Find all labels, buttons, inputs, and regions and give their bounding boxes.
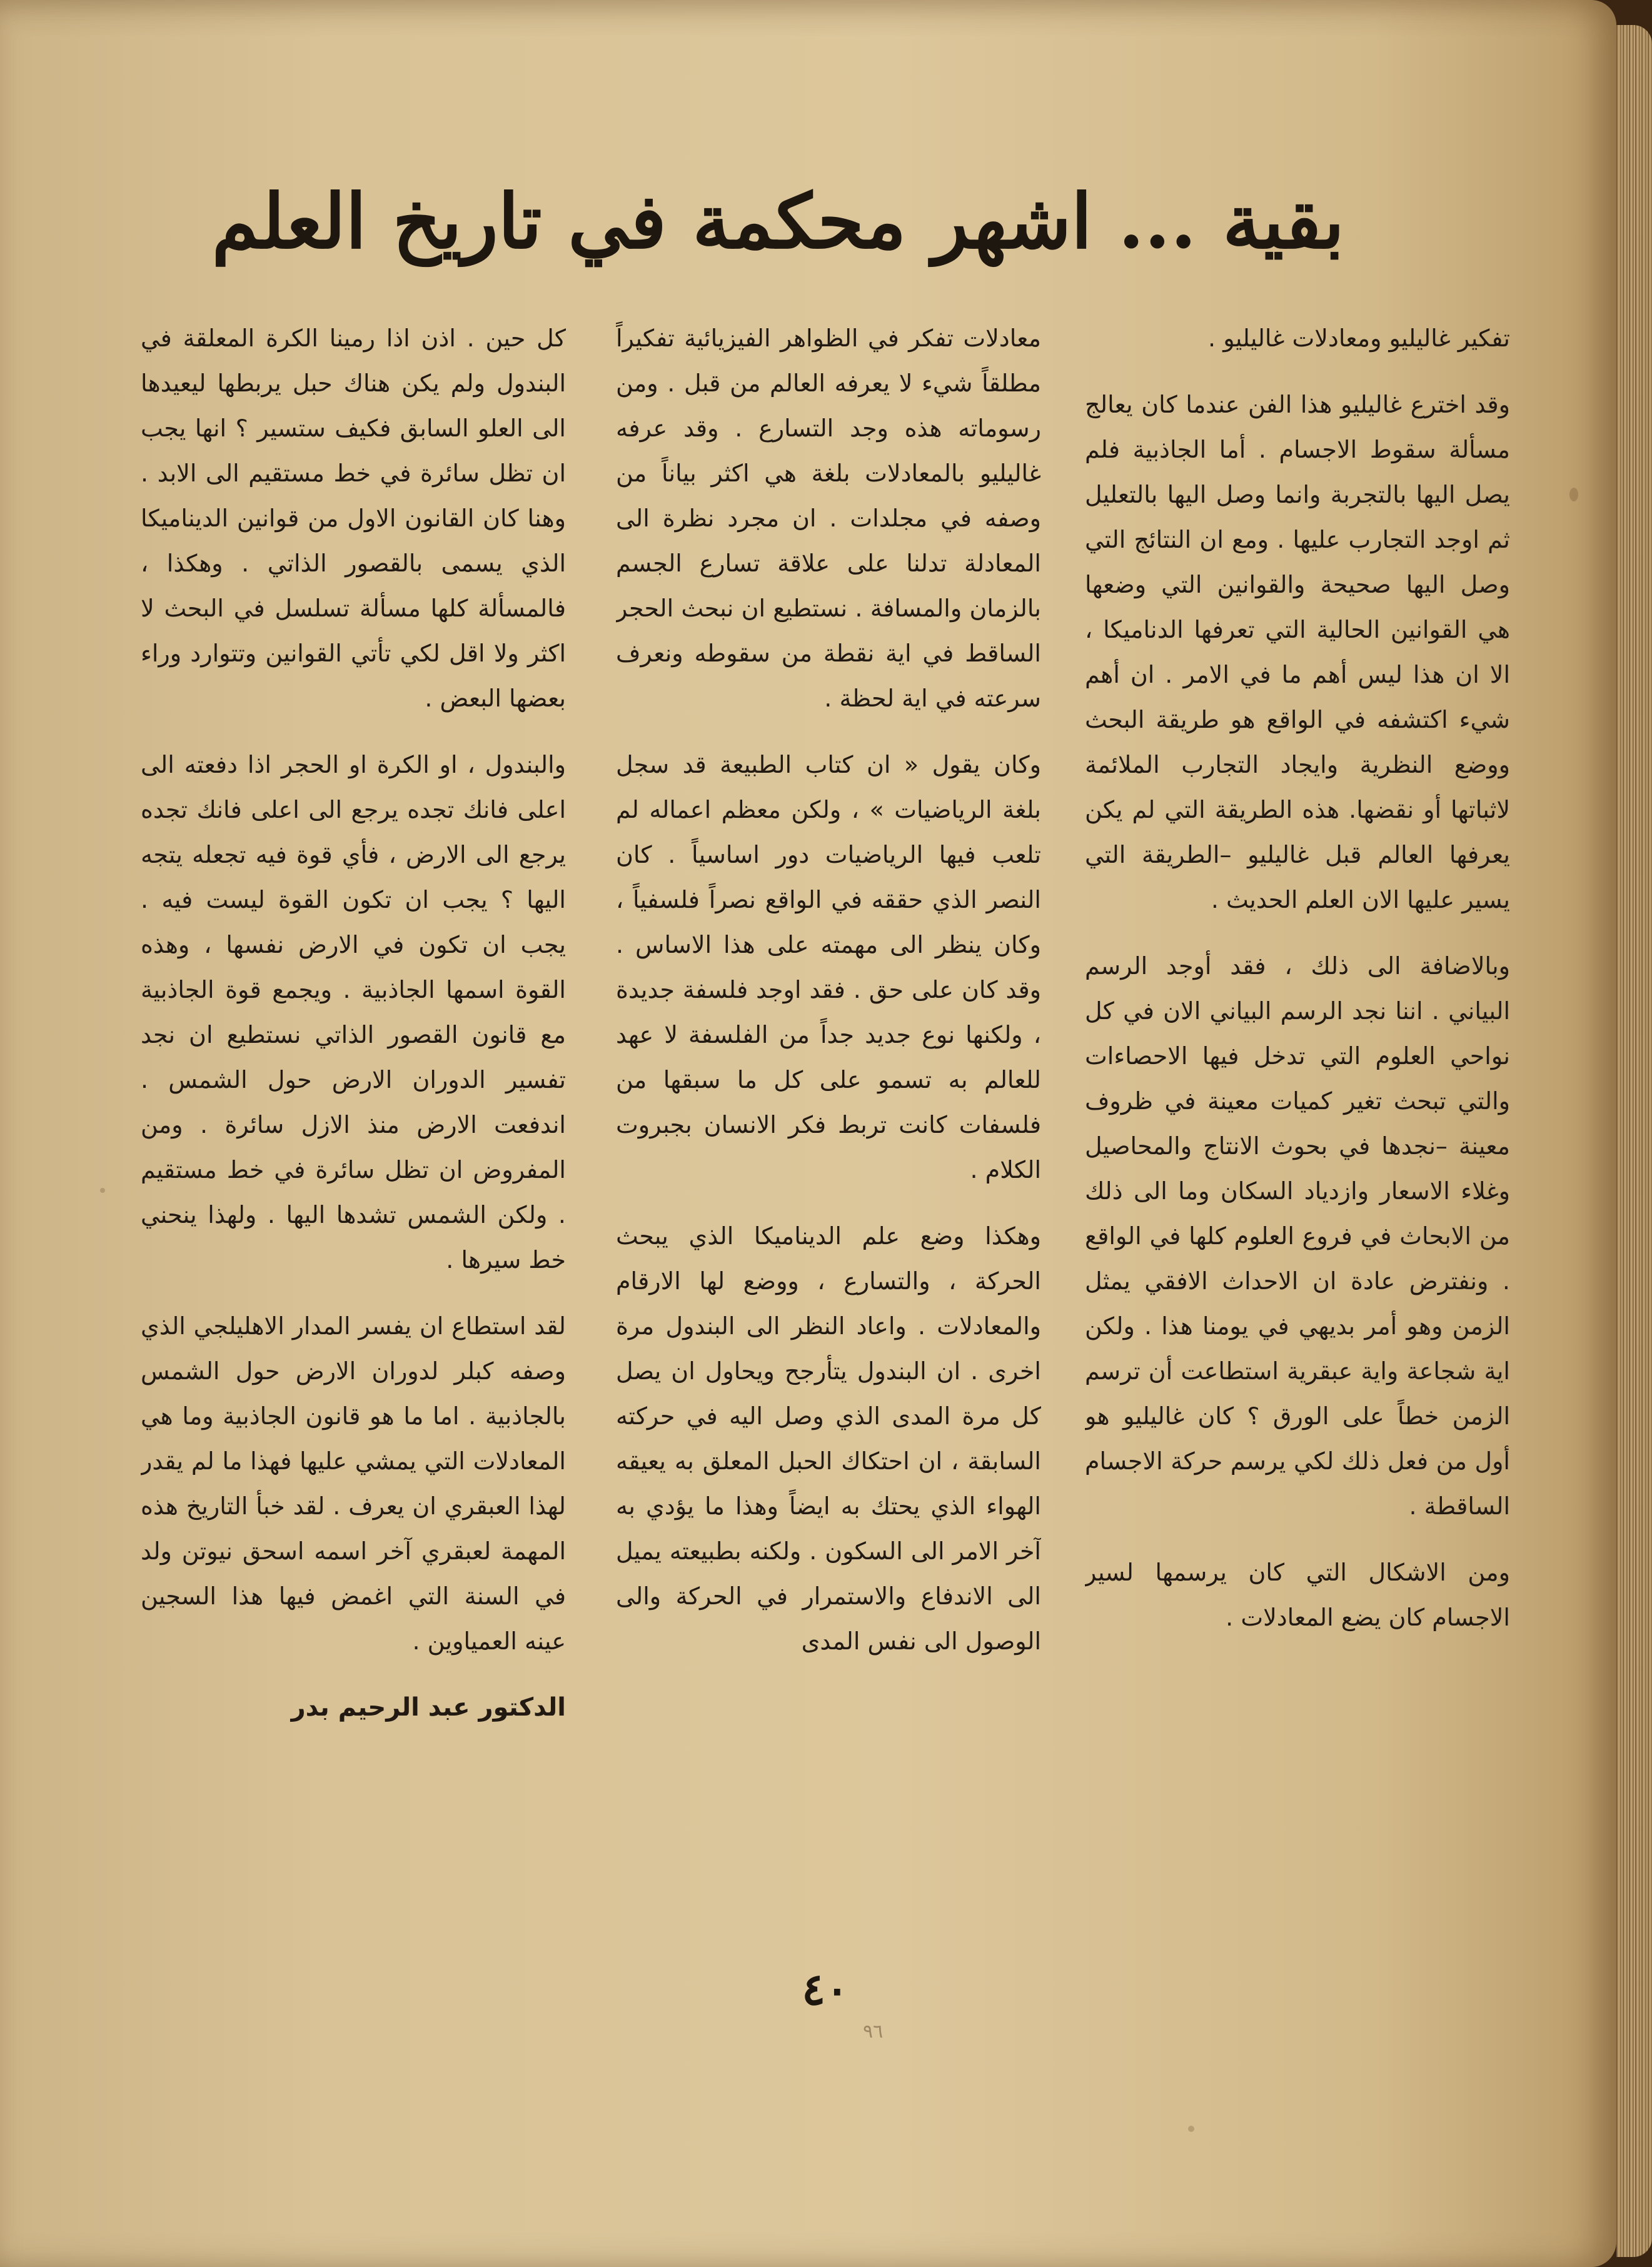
paper-speck bbox=[1569, 488, 1578, 501]
article-title: بقية ... اشهر محكمة في تاريخ العلم bbox=[211, 178, 1344, 266]
paragraph: تفكير غاليليو ومعادلات غاليليو . bbox=[1208, 324, 1510, 352]
paragraph: كل حين . اذن اذا رمينا الكرة المعلقة في البندول ولم يكن هناك حبل يربطها ليعيدها الى العلو السابق فكيف ستسير ؟ انها يجب ان تظل سائرة في خط مستقيم الى الابد . وهنا كان القانون الاول من قوانين الديناميكا الذي يسمى بالقصور الذاتي . وهكذا ، فالمسألة كلها مسألة تسلسل في البحث لا اكثر ولا اقل لكي تأتي القوانين وتتوارد وراء بعضها البعض . bbox=[141, 324, 566, 712]
paragraph: ومن الاشكال التي كان يرسمها لسير الاجسام كان يضع المعادلات . bbox=[1085, 1559, 1510, 1631]
page-stack-edge bbox=[1616, 25, 1652, 2257]
paragraph: معادلات تفكر في الظواهر الفيزيائية تفكيراً مطلقاً شيء لا يعرفه العالم من قبل . ومن رسوماته هذه وجد التسارع . وقد عرفه غاليليو بالمعادلات بلغة هي اكثر بياناً من وصفه في مجلدات . ان مجرد نظرة الى المعادلة تدلنا على علاقة تسارع الجسم بالزمان والمسافة . نستطيع ان نبحث الحجر الساقط في اية نقطة من سقوطه ونعرف سرعته في اية لحظة . bbox=[616, 324, 1041, 712]
paragraph: لقد استطاع ان يفسر المدار الاهليلجي الذي وصفه كبلر لدوران الارض حول الشمس بالجاذبية . اما ما هو قانون الجاذبية وما هي المعادلات التي يمشي عليها فهذا ما لم يقدر لهذا العبقري ان يعرف . لقد خبأ التاريخ هذه المهمة لعبقري آخر اسمه اسحق نيوتن ولد في السنة التي اغمض فيها هذا السجين عينه العمياوين . bbox=[141, 1312, 566, 1655]
paragraph: وبالاضافة الى ذلك ، فقد أوجد الرسم البياني . اننا نجد الرسم البياني الان في كل نواحي العلوم التي تدخل فيها الاحصاءات والتي تبحث تغير كميات معينة في ظروف معينة –نجدها في بحوث الانتاج والمحاصيل وغلاء الاسعار وازدياد السكان وما الى ذلك من الابحاث في فروع العلوم كلها في الواقع . ونفترض عادة ان الاحداث الافقي يمثل الزمن وهو أمر بديهي في يومنا هذا . ولكن اية شجاعة واية عبقرية استطاعت أن ترسم الزمن خطاً على الورق ؟ كان غاليليو هو أول من فعل ذلك لكي يرسم حركة الاجسام الساقطة . bbox=[1085, 952, 1510, 1520]
text-column-middle bbox=[616, 316, 1041, 1979]
text-column-left bbox=[141, 316, 566, 1979]
author-signature: الدكتور عبد الرحيم بدر bbox=[291, 1693, 566, 1722]
faint-page-mark: ٩٦ bbox=[863, 2021, 884, 2043]
paper-speck bbox=[1188, 2126, 1194, 2132]
paragraph: وهكذا وضع علم الديناميكا الذي يبحث الحركة ، والتسارع ، ووضع لها الارقام والمعادلات . واعاد النظر الى البندول مرة اخرى . ان البندول يتأرجح ويحاول ان يصل كل مرة المدى الذي وصل اليه في حركته السابقة ، ان احتكاك الحبل المعلق به يعيقه الهواء الذي يحتك به ايضاً وهذا ما يؤدي به آخر الامر الى السكون . ولكنه بطبيعته يميل الى الاندفاع والاستمرار في الحركة والى الوصول الى نفس المدى bbox=[616, 1222, 1041, 1655]
page-number: ٤٠ bbox=[802, 1963, 849, 2015]
text-column-right bbox=[1085, 316, 1510, 1979]
paragraph: والبندول ، او الكرة او الحجر اذا دفعته الى اعلى فانك تجده يرجع الى اعلى فانك تجده يرجع الى الارض ، فأي قوة فيه تجعله يتجه اليها ؟ يجب ان تكون القوة ليست فيه . يجب ان تكون في الارض نفسها ، وهذه القوة اسمها الجاذبية . ويجمع قوة الجاذبية مع قانون القصور الذاتي نستطيع ان نجد تفسير الدوران الارض حول الشمس . اندفعت الارض منذ الازل سائرة . ومن المفروض ان تظل سائرة في خط مستقيم . ولكن الشمس تشدها اليها . ولهذا ينحني خط سيرها . bbox=[141, 751, 566, 1274]
paragraph: وقد اخترع غاليليو هذا الفن عندما كان يعالج مسألة سقوط الاجسام . أما الجاذبية فلم يصل اليها بالتجربة وانما وصل اليها بالتعليل ثم اوجد التجارب عليها . ومع ان النتائج التي وصل اليها صحيحة والقوانين التي وضعها هي القوانين الحالية التي تعرفها الدناميكا ، الا ان هذا ليس أهم ما في الامر . ان أهم شيء اكتشفه في الواقع هو طريقة البحث ووضع النظرية وايجاد التجارب الملائمة لاثباتها أو نقضها. هذه الطريقة التي لم يكن يعرفها العالم قبل غاليليو –الطريقة التي يسير عليها الان العلم الحديث . bbox=[1085, 391, 1510, 913]
paragraph: وكان يقول « ان كتاب الطبيعة قد سجل بلغة الرياضيات » ، ولكن معظم اعماله لم تلعب فيها الرياضيات دور اساسياً . كان النصر الذي حققه في الواقع نصراً فلسفياً ، وكان ينظر الى مهمته على هذا الاساس . وقد كان على حق . فقد اوجد فلسفة جديدة ، ولكنها نوع جديد جداً من الفلسفة لا عهد للعالم به تسمو على كل ما سبقها من فلسفات كانت تربط فكر الانسان بجبروت الكلام . bbox=[616, 751, 1041, 1184]
paper-speck bbox=[100, 1188, 105, 1193]
